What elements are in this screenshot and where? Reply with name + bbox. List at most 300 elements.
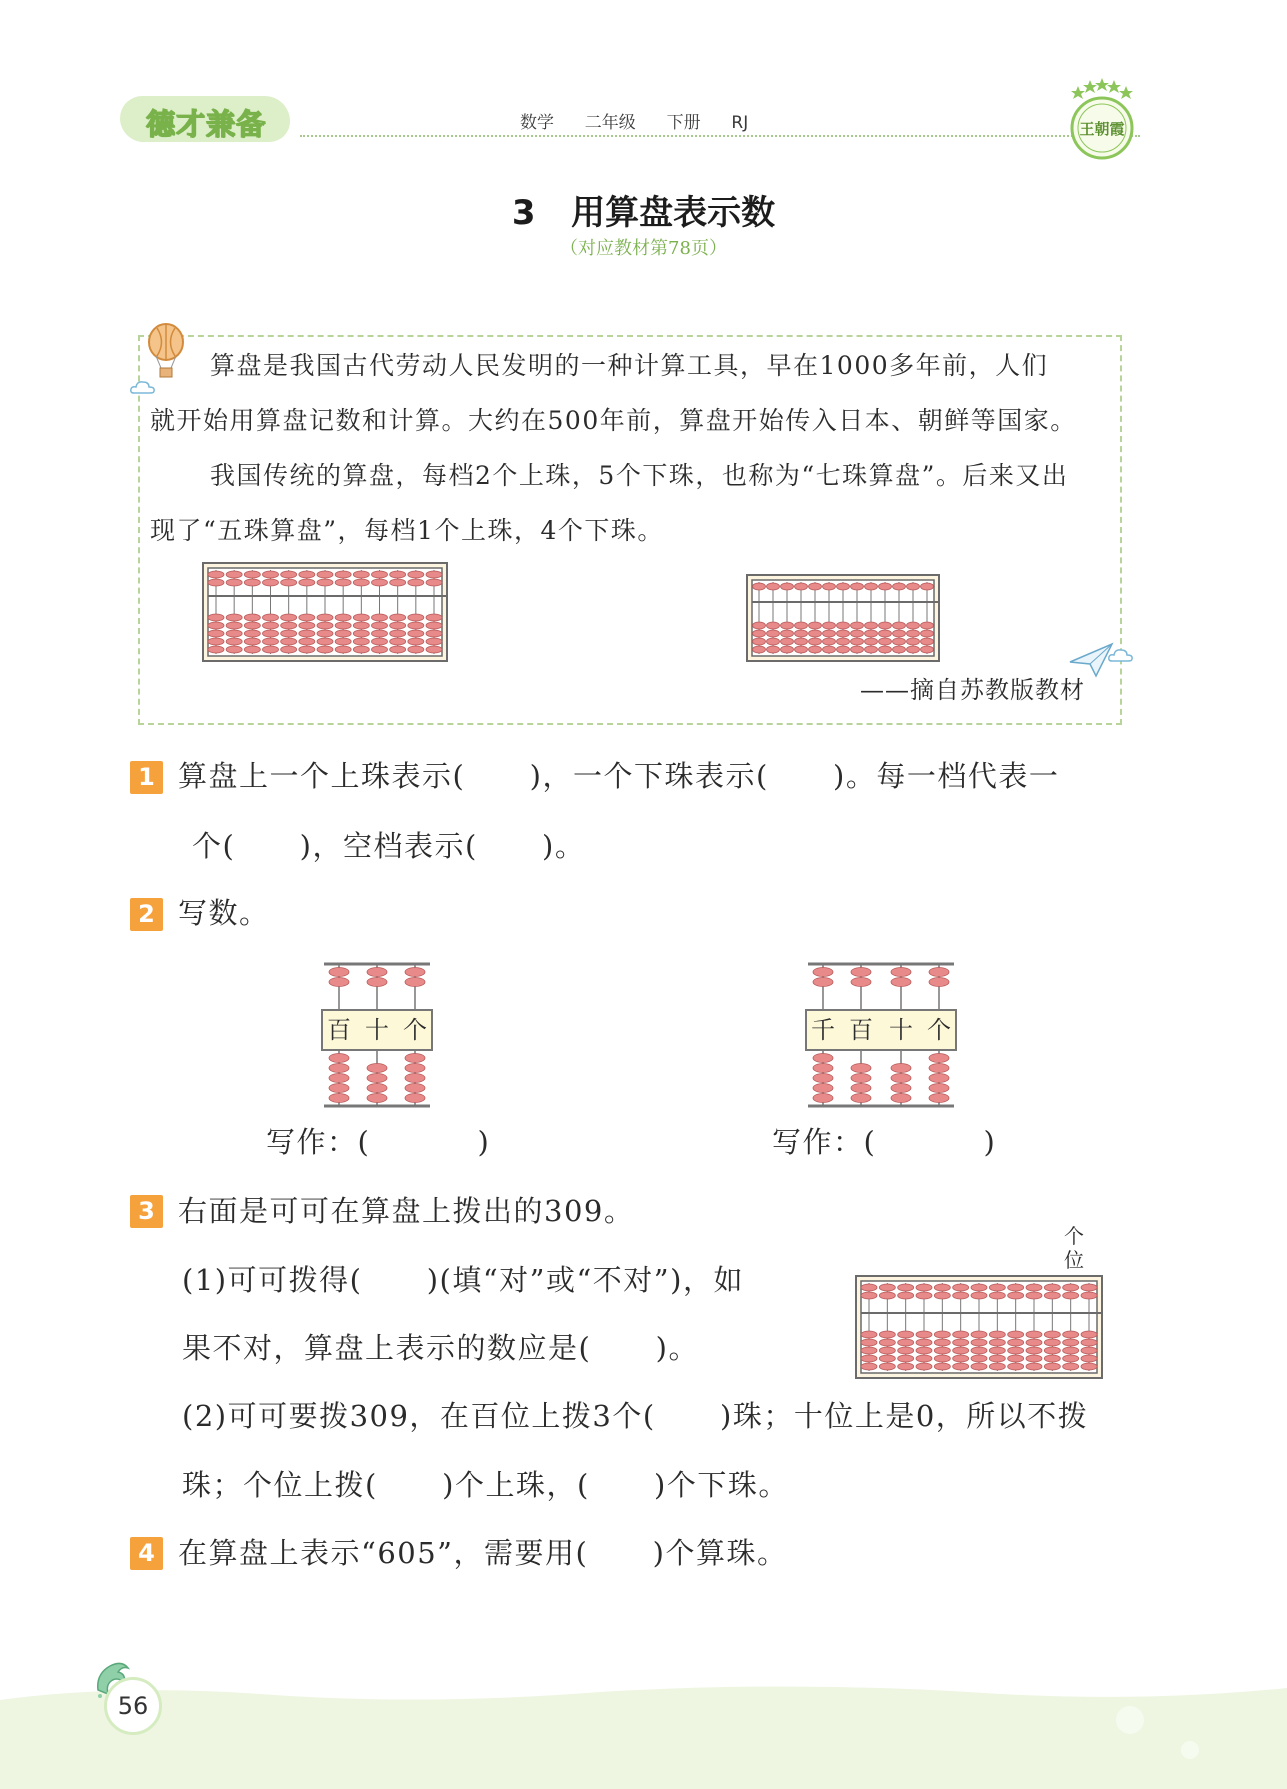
question-3-text: 右面是可可在算盘上拨出的309。 [178, 1194, 635, 1228]
abacus-lower-bead [1008, 1347, 1024, 1354]
abacus-lower-bead [335, 622, 351, 629]
abacus-lower-bead [898, 1339, 914, 1346]
abacus-upper-bead [317, 579, 333, 586]
abacus-lower-bead [263, 638, 279, 645]
abacus-upper-bead [753, 583, 766, 590]
author-seal-icon [1062, 76, 1142, 168]
abacus-lower-bead [426, 630, 442, 637]
abacus-lower-bead [921, 622, 934, 629]
abacus-lower-bead [299, 614, 315, 621]
abacus-lower-bead [390, 630, 406, 637]
intro-source: ——摘自苏教版教材 [860, 676, 1085, 704]
abacus-lower-bead [244, 646, 260, 653]
abacus-upper-bead [329, 968, 349, 977]
abacus-lower-bead [317, 630, 333, 637]
abacus-lower-bead [329, 1094, 349, 1103]
abacus-lower-bead [781, 638, 794, 645]
abacus-lower-bead [208, 630, 224, 637]
abacus-lower-bead [851, 630, 864, 637]
abacus-lower-bead [317, 614, 333, 621]
abacus-lower-bead [989, 1355, 1005, 1362]
abacus-lower-bead [971, 1347, 987, 1354]
abacus-lower-bead [861, 1339, 877, 1346]
abacus-lower-bead [263, 646, 279, 653]
ones-place-label: 个位 [1064, 1224, 1084, 1272]
abacus-upper-bead [953, 1284, 969, 1291]
abacus-lower-bead [335, 614, 351, 621]
abacus-a-label-ones: 个 [403, 1016, 427, 1044]
abacus-upper-bead [989, 1292, 1005, 1299]
abacus-lower-bead [879, 638, 892, 645]
abacus-lower-bead [921, 646, 934, 653]
intro-paragraph-2-cont: 现了“五珠算盘”，每档1个上珠，4个下珠。 [150, 516, 664, 545]
abacus-lower-bead [281, 638, 297, 645]
abacus-lower-bead [934, 1363, 950, 1370]
abacus-lower-bead [208, 622, 224, 629]
abacus-lower-bead [916, 1331, 932, 1338]
abacus-upper-bead [971, 1284, 987, 1291]
question-3-part-1-cont: 果不对，算盘上表示的数应是( )。 [182, 1331, 699, 1365]
abacus-lower-bead [898, 1355, 914, 1362]
abacus-lower-bead [1026, 1339, 1042, 1346]
abacus-upper-bead [1044, 1284, 1060, 1291]
abacus-lower-bead [353, 614, 369, 621]
abacus-lower-bead [865, 638, 878, 645]
abacus-lower-bead [367, 1064, 387, 1073]
question-1-text: 算盘上一个上珠表示( )，一个下珠表示( )。每一档代表一 [178, 759, 1060, 793]
abacus-lower-bead [916, 1339, 932, 1346]
abacus-lower-bead [372, 646, 388, 653]
abacus-lower-bead [317, 622, 333, 629]
abacus-upper-bead [767, 583, 780, 590]
abacus-lower-bead [813, 1084, 833, 1093]
abacus-lower-bead [372, 622, 388, 629]
abacus-lower-bead [405, 1054, 425, 1063]
abacus-lower-bead [1063, 1331, 1079, 1338]
abacus-lower-bead [898, 1363, 914, 1370]
abacus-lower-bead [299, 638, 315, 645]
abacus-lower-bead [1044, 1331, 1060, 1338]
abacus-lower-bead [408, 630, 424, 637]
abacus-lower-bead [299, 630, 315, 637]
abacus-lower-bead [861, 1363, 877, 1370]
abacus-lower-bead [891, 1094, 911, 1103]
cloud-icon [1108, 646, 1134, 664]
abacus-lower-bead [353, 638, 369, 645]
abacus-lower-bead [879, 1331, 895, 1338]
abacus-upper-bead [989, 1284, 1005, 1291]
abacus-lower-bead [1026, 1363, 1042, 1370]
abacus-lower-bead [329, 1084, 349, 1093]
abacus-three-digit [320, 960, 434, 1110]
abacus-upper-bead [317, 571, 333, 578]
question-number-4: 4 [130, 1537, 163, 1570]
abacus-upper-bead [916, 1292, 932, 1299]
abacus-lower-bead [934, 1331, 950, 1338]
abacus-upper-bead [861, 1292, 877, 1299]
abacus-lower-bead [244, 622, 260, 629]
abacus-lower-bead [953, 1339, 969, 1346]
abacus-upper-bead [1081, 1284, 1097, 1291]
abacus-lower-bead [767, 638, 780, 645]
abacus-lower-bead [281, 646, 297, 653]
abacus-lower-bead [226, 638, 242, 645]
abacus-lower-bead [879, 622, 892, 629]
abacus-lower-bead [989, 1363, 1005, 1370]
abacus-lower-bead [372, 614, 388, 621]
abacus-upper-bead [851, 978, 871, 987]
abacus-lower-bead [244, 614, 260, 621]
abacus-lower-bead [893, 622, 906, 629]
abacus-upper-bead [405, 978, 425, 987]
abacus-lower-bead [1063, 1355, 1079, 1362]
write-answer-a[interactable]: 写作：( ) [266, 1125, 491, 1159]
abacus-lower-bead [1063, 1339, 1079, 1346]
abacus-lower-bead [929, 1074, 949, 1083]
abacus-b-label-tens: 十 [889, 1016, 913, 1044]
abacus-lower-bead [971, 1339, 987, 1346]
abacus-lower-bead [317, 638, 333, 645]
abacus-upper-bead [367, 978, 387, 987]
abacus-lower-bead [851, 1074, 871, 1083]
abacus-a-label-hundreds: 百 [327, 1016, 351, 1044]
abacus-upper-bead [281, 579, 297, 586]
abacus-upper-bead [329, 978, 349, 987]
abacus-lower-bead [781, 630, 794, 637]
abacus-lower-bead [426, 614, 442, 621]
abacus-lower-bead [971, 1363, 987, 1370]
abacus-lower-bead [329, 1054, 349, 1063]
abacus-lower-bead [226, 614, 242, 621]
abacus-lower-bead [837, 622, 850, 629]
abacus-lower-bead [837, 630, 850, 637]
abacus-upper-bead [929, 978, 949, 987]
abacus-lower-bead [1008, 1363, 1024, 1370]
abacus-upper-bead [263, 571, 279, 578]
abacus-lower-bead [367, 1094, 387, 1103]
abacus-upper-bead [372, 579, 388, 586]
abacus-lower-bead [813, 1094, 833, 1103]
abacus-lower-bead [934, 1355, 950, 1362]
abacus-lower-bead [809, 646, 822, 653]
abacus-lower-bead [1044, 1339, 1060, 1346]
abacus-lower-bead [921, 638, 934, 645]
abacus-lower-bead [405, 1084, 425, 1093]
abacus-upper-bead [823, 583, 836, 590]
abacus-lower-bead [795, 622, 808, 629]
question-3-part-1: (1)可可拨得( )(填“对”或“不对”)，如 [182, 1263, 744, 1297]
footer-decoration [0, 1680, 1287, 1789]
page-subtitle: （对应教材第78页） [560, 238, 727, 259]
abacus-lower-bead [929, 1094, 949, 1103]
abacus-lower-bead [781, 622, 794, 629]
intro-paragraph-1-cont: 就开始用算盘记数和计算。大约在500年前，算盘开始传入日本、朝鲜等国家。 [150, 406, 1077, 435]
abacus-upper-bead [891, 968, 911, 977]
abacus-lower-bead [907, 622, 920, 629]
abacus-upper-bead [263, 579, 279, 586]
page-title: 3 用算盘表示数 [511, 193, 776, 233]
abacus-lower-bead [1063, 1363, 1079, 1370]
abacus-lower-bead [879, 1339, 895, 1346]
abacus-upper-bead [208, 571, 224, 578]
abacus-upper-bead [335, 579, 351, 586]
abacus-upper-bead [971, 1292, 987, 1299]
abacus-lower-bead [879, 1347, 895, 1354]
abacus-lower-bead [1026, 1355, 1042, 1362]
abacus-upper-bead [907, 583, 920, 590]
abacus-lower-bead [1044, 1347, 1060, 1354]
abacus-lower-bead [953, 1363, 969, 1370]
abacus-lower-bead [893, 638, 906, 645]
abacus-lower-bead [861, 1355, 877, 1362]
abacus-upper-bead [898, 1284, 914, 1291]
abacus-lower-bead [367, 1074, 387, 1083]
abacus-lower-bead [1008, 1331, 1024, 1338]
abacus-lower-bead [408, 614, 424, 621]
abacus-upper-bead [929, 968, 949, 977]
header-info: 数学 二年级 下册 RJ [520, 113, 749, 133]
abacus-lower-bead [317, 646, 333, 653]
abacus-lower-bead [263, 622, 279, 629]
abacus-lower-bead [879, 1363, 895, 1370]
abacus-upper-bead [1008, 1292, 1024, 1299]
abacus-lower-bead [891, 1074, 911, 1083]
abacus-lower-bead [263, 614, 279, 621]
abacus-lower-bead [823, 622, 836, 629]
abacus-upper-bead [405, 968, 425, 977]
question-1-text-cont: 个( )，空档表示( )。 [192, 829, 586, 863]
question-3-part-2-cont: 珠；个位上拨( )个上珠，( )个下珠。 [182, 1468, 789, 1502]
abacus-lower-bead [767, 646, 780, 653]
intro-paragraph-1: 算盘是我国古代劳动人民发明的一种计算工具，早在1000多年前，人们 [210, 351, 1049, 380]
abacus-309-image [855, 1275, 1103, 1379]
abacus-lower-bead [335, 646, 351, 653]
abacus-lower-bead [226, 630, 242, 637]
abacus-lower-bead [813, 1074, 833, 1083]
abacus-lower-bead [753, 646, 766, 653]
hot-air-balloon-icon [142, 322, 190, 382]
abacus-lower-bead [281, 614, 297, 621]
abacus-lower-bead [851, 646, 864, 653]
abacus-lower-bead [408, 638, 424, 645]
abacus-upper-bead [408, 571, 424, 578]
abacus-upper-bead [1026, 1284, 1042, 1291]
abacus-upper-bead [837, 583, 850, 590]
abacus-lower-bead [226, 622, 242, 629]
abacus-lower-bead [861, 1331, 877, 1338]
abacus-lower-bead [353, 646, 369, 653]
abacus-lower-bead [329, 1074, 349, 1083]
abacus-upper-bead [879, 1292, 895, 1299]
abacus-upper-bead [813, 968, 833, 977]
abacus-upper-bead [281, 571, 297, 578]
abacus-upper-bead [299, 571, 315, 578]
abacus-lower-bead [281, 630, 297, 637]
abacus-lower-bead [916, 1363, 932, 1370]
abacus-lower-bead [263, 630, 279, 637]
abacus-upper-bead [372, 571, 388, 578]
abacus-lower-bead [893, 646, 906, 653]
abacus-lower-bead [781, 646, 794, 653]
abacus-lower-bead [953, 1331, 969, 1338]
abacus-lower-bead [851, 1094, 871, 1103]
abacus-lower-bead [851, 1084, 871, 1093]
abacus-lower-bead [353, 622, 369, 629]
abacus-upper-bead [390, 579, 406, 586]
abacus-lower-bead [891, 1084, 911, 1093]
abacus-upper-bead [934, 1284, 950, 1291]
abacus-upper-bead [408, 579, 424, 586]
brand-text: 德才兼备 [146, 107, 267, 141]
abacus-lower-bead [208, 638, 224, 645]
brand-logo [120, 88, 300, 146]
question-number-1: 1 [130, 761, 163, 794]
abacus-b-label-thousands: 千 [811, 1016, 835, 1044]
abacus-lower-bead [971, 1331, 987, 1338]
abacus-lower-bead [299, 646, 315, 653]
page-number: 56 [104, 1677, 162, 1735]
abacus-upper-bead [426, 571, 442, 578]
abacus-lower-bead [353, 630, 369, 637]
abacus-upper-bead [851, 968, 871, 977]
abacus-lower-bead [372, 630, 388, 637]
abacus-lower-bead [851, 638, 864, 645]
abacus-four-digit [804, 960, 958, 1110]
abacus-lower-bead [753, 622, 766, 629]
abacus-b-label-ones: 个 [927, 1016, 951, 1044]
abacus-lower-bead [767, 630, 780, 637]
abacus-upper-bead [921, 583, 934, 590]
abacus-lower-bead [861, 1347, 877, 1354]
abacus-lower-bead [865, 630, 878, 637]
abacus-lower-bead [809, 630, 822, 637]
abacus-lower-bead [898, 1331, 914, 1338]
abacus-lower-bead [1044, 1355, 1060, 1362]
abacus-upper-bead [426, 579, 442, 586]
abacus-lower-bead [865, 622, 878, 629]
abacus-lower-bead [809, 622, 822, 629]
abacus-lower-bead [1081, 1331, 1097, 1338]
abacus-lower-bead [426, 622, 442, 629]
abacus-lower-bead [929, 1064, 949, 1073]
intro-paragraph-2: 我国传统的算盘，每档2个上珠，5个下珠，也称为“七珠算盘”。后来又出 [210, 461, 1069, 490]
abacus-lower-bead [1026, 1331, 1042, 1338]
abacus-upper-bead [1026, 1292, 1042, 1299]
abacus-lower-bead [893, 630, 906, 637]
abacus-upper-bead [898, 1292, 914, 1299]
abacus-lower-bead [753, 638, 766, 645]
abacus-upper-bead [1063, 1292, 1079, 1299]
abacus-lower-bead [891, 1064, 911, 1073]
abacus-lower-bead [1008, 1339, 1024, 1346]
abacus-lower-bead [390, 614, 406, 621]
abacus-lower-bead [929, 1054, 949, 1063]
abacus-upper-bead [353, 579, 369, 586]
abacus-lower-bead [823, 638, 836, 645]
abacus-lower-bead [1063, 1347, 1079, 1354]
abacus-upper-bead [1044, 1292, 1060, 1299]
abacus-lower-bead [767, 622, 780, 629]
abacus-lower-bead [907, 630, 920, 637]
abacus-lower-bead [953, 1347, 969, 1354]
abacus-lower-bead [809, 638, 822, 645]
abacus-upper-bead [813, 978, 833, 987]
abacus-lower-bead [989, 1339, 1005, 1346]
abacus-lower-bead [426, 646, 442, 653]
abacus-upper-bead [353, 571, 369, 578]
abacus-lower-bead [405, 1064, 425, 1073]
question-4-text: 在算盘上表示“605”，需要用( )个算珠。 [178, 1536, 788, 1570]
svg-text:王朝霞: 王朝霞 [1079, 120, 1125, 138]
abacus-lower-bead [426, 638, 442, 645]
abacus-upper-bead [893, 583, 906, 590]
abacus-upper-bead [1008, 1284, 1024, 1291]
abacus-lower-bead [405, 1074, 425, 1083]
abacus-lower-bead [934, 1339, 950, 1346]
abacus-lower-bead [208, 614, 224, 621]
abacus-upper-bead [851, 583, 864, 590]
header-divider [300, 135, 1140, 137]
question-number-2: 2 [130, 898, 163, 931]
write-answer-b[interactable]: 写作：( ) [772, 1125, 997, 1159]
abacus-b-label-hundreds: 百 [849, 1016, 873, 1044]
abacus-lower-bead [299, 622, 315, 629]
abacus-lower-bead [390, 646, 406, 653]
abacus-lower-bead [823, 646, 836, 653]
abacus-lower-bead [929, 1084, 949, 1093]
question-3-part-2: (2)可可要拨309，在百位上拨3个( )珠；十位上是0，所以不拨 [182, 1399, 1089, 1433]
abacus-upper-bead [390, 571, 406, 578]
abacus-lower-bead [329, 1064, 349, 1073]
abacus-lower-bead [1081, 1355, 1097, 1362]
abacus-lower-bead [916, 1347, 932, 1354]
five-bead-abacus-image [746, 574, 940, 662]
abacus-lower-bead [405, 1094, 425, 1103]
abacus-lower-bead [851, 1064, 871, 1073]
abacus-upper-bead [916, 1284, 932, 1291]
abacus-lower-bead [879, 646, 892, 653]
abacus-lower-bead [934, 1347, 950, 1354]
abacus-lower-bead [989, 1347, 1005, 1354]
abacus-lower-bead [898, 1347, 914, 1354]
question-2-text: 写数。 [178, 896, 270, 930]
abacus-upper-bead [879, 583, 892, 590]
abacus-lower-bead [226, 646, 242, 653]
abacus-lower-bead [244, 638, 260, 645]
abacus-lower-bead [367, 1084, 387, 1093]
abacus-upper-bead [367, 968, 387, 977]
abacus-lower-bead [244, 630, 260, 637]
abacus-lower-bead [1044, 1363, 1060, 1370]
abacus-lower-bead [837, 646, 850, 653]
abacus-upper-bead [226, 579, 242, 586]
abacus-lower-bead [907, 638, 920, 645]
abacus-lower-bead [865, 646, 878, 653]
abacus-lower-bead [953, 1355, 969, 1362]
abacus-lower-bead [372, 638, 388, 645]
abacus-upper-bead [244, 579, 260, 586]
abacus-upper-bead [795, 583, 808, 590]
abacus-upper-bead [1081, 1292, 1097, 1299]
abacus-lower-bead [408, 646, 424, 653]
abacus-upper-bead [809, 583, 822, 590]
abacus-lower-bead [823, 630, 836, 637]
abacus-lower-bead [408, 622, 424, 629]
abacus-lower-bead [907, 646, 920, 653]
abacus-upper-bead [208, 579, 224, 586]
abacus-lower-bead [1081, 1347, 1097, 1354]
abacus-lower-bead [879, 630, 892, 637]
